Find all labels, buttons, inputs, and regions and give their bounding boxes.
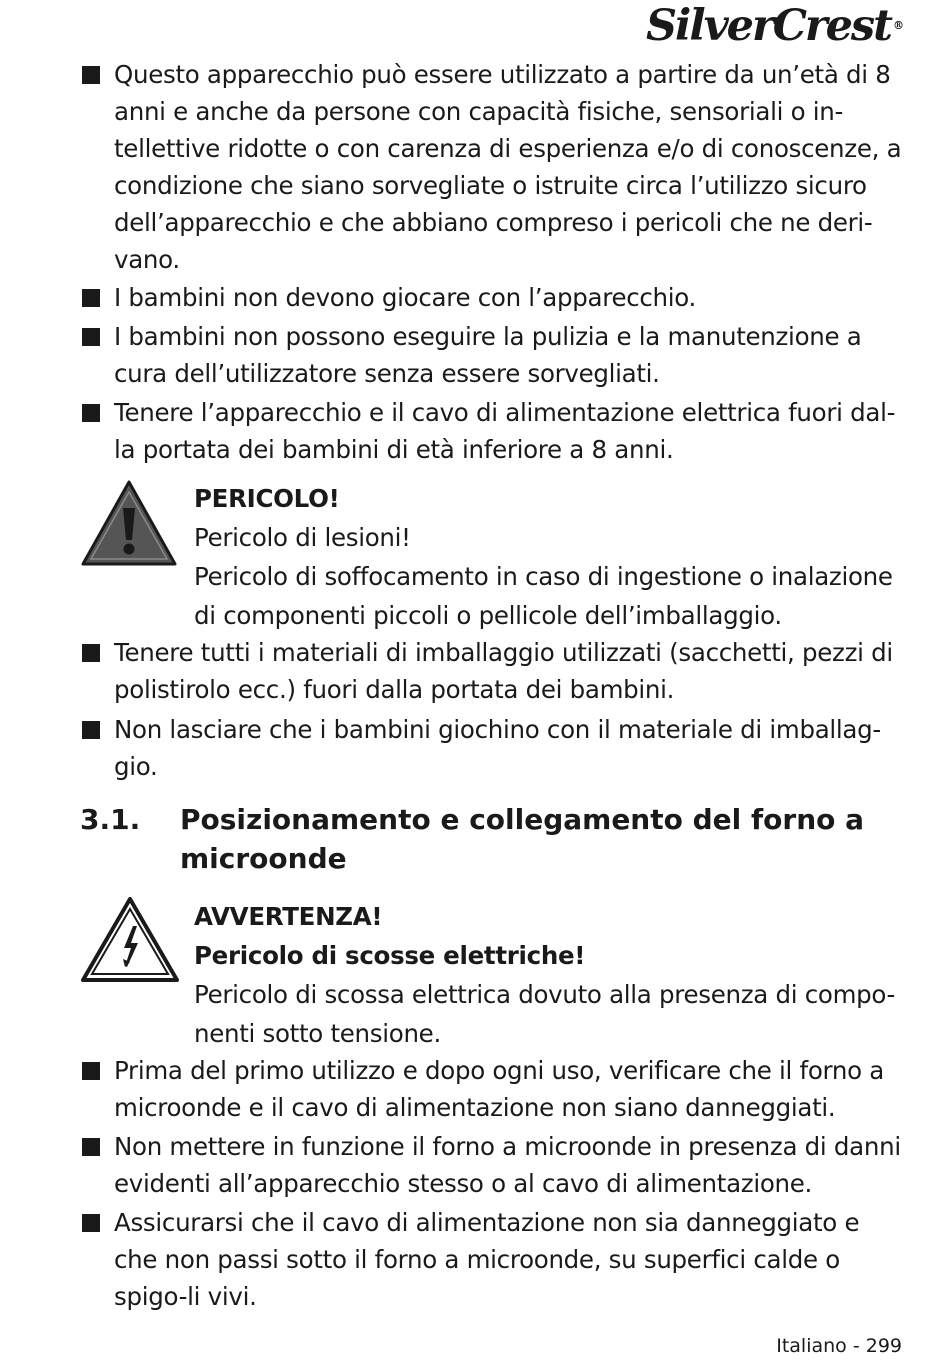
warning-line: Pericolo di soffocamento in caso di ingestione o inalazione di componenti piccoli o pellicole dell’imballaggio.	[194, 562, 893, 630]
warning-line: Pericolo di lesioni!	[194, 523, 411, 552]
bullet-square-icon	[82, 289, 100, 307]
registered-mark: ®	[893, 19, 904, 32]
warning-text	[194, 897, 910, 1053]
warning-line: Pericolo di scossa elettrica dovuto alla presenza di compo-nenti sotto tensione.	[194, 980, 896, 1048]
bullet-square-icon	[82, 1062, 100, 1080]
bullet-square-icon	[82, 328, 100, 346]
section-number: 3.1.	[80, 803, 141, 836]
exclamation-warning-icon	[80, 478, 178, 568]
list-item-text: Prima del primo utilizzo e dopo ogni uso, verificare che il forno a microonde e il cavo di alimentazione non siano danneggiati.	[114, 1056, 884, 1122]
list-item-text: Tenere l’apparecchio e il cavo di alimentazione elettrica fuori dal-la portata dei bambini di età inferiore a 8 anni.	[114, 398, 896, 464]
warning-subtitle: Pericolo di scosse elettriche!	[194, 941, 586, 970]
brand-logo	[645, 1, 904, 51]
list-item-text: Assicurarsi che il cavo di alimentazione non sia danneggiato e che non passi sotto il forno a microonde, su superfici calde o spigo-li vivi.	[114, 1208, 860, 1311]
bullet-square-icon	[82, 66, 100, 84]
list-item-text: Questo apparecchio può essere utilizzato a partire da un’età di 8 anni e anche da persone con capacità fisiche, sensoriali o in-tellettive ridotte o con carenza di esperienza e/o di conoscenze, a condizione che siano sorvegliate o istruite circa l’utilizzo sicuro dell’apparecchio e che abbiano compreso i pericoli che ne deri-vano.	[114, 60, 902, 274]
bullet-square-icon	[82, 1214, 100, 1232]
electric-shock-warning-icon	[80, 896, 180, 984]
brand-logo-text: SilverCrest	[645, 1, 891, 51]
bullet-square-icon	[82, 721, 100, 739]
list-item-text: Non mettere in funzione il forno a microonde in presenza di danni evidenti all’apparecchio stesso o al cavo di alimentazione.	[114, 1132, 901, 1198]
bullet-square-icon	[82, 1138, 100, 1156]
page-footer: Italiano - 299	[776, 1335, 902, 1357]
section-title: Posizionamento e collegamento del forno a microonde	[180, 803, 865, 875]
warning-title: AVVERTENZA!	[194, 902, 383, 931]
list-item-text: Tenere tutti i materiali di imballaggio utilizzati (sacchetti, pezzi di polistirolo ecc.) fuori dalla portata dei bambini.	[114, 638, 893, 704]
list-item-text: I bambini non devono giocare con l’apparecchio.	[114, 283, 697, 312]
list-item-text: Non lasciare che i bambini giochino con il materiale di imballag-gio.	[114, 715, 881, 781]
warning-title: PERICOLO!	[194, 484, 340, 513]
bullet-square-icon	[82, 404, 100, 422]
warning-text	[194, 479, 910, 635]
list-item-text: I bambini non possono eseguire la pulizia e la manutenzione a cura dell’utilizzatore senza essere sorvegliati.	[114, 322, 862, 388]
bullet-square-icon	[82, 644, 100, 662]
